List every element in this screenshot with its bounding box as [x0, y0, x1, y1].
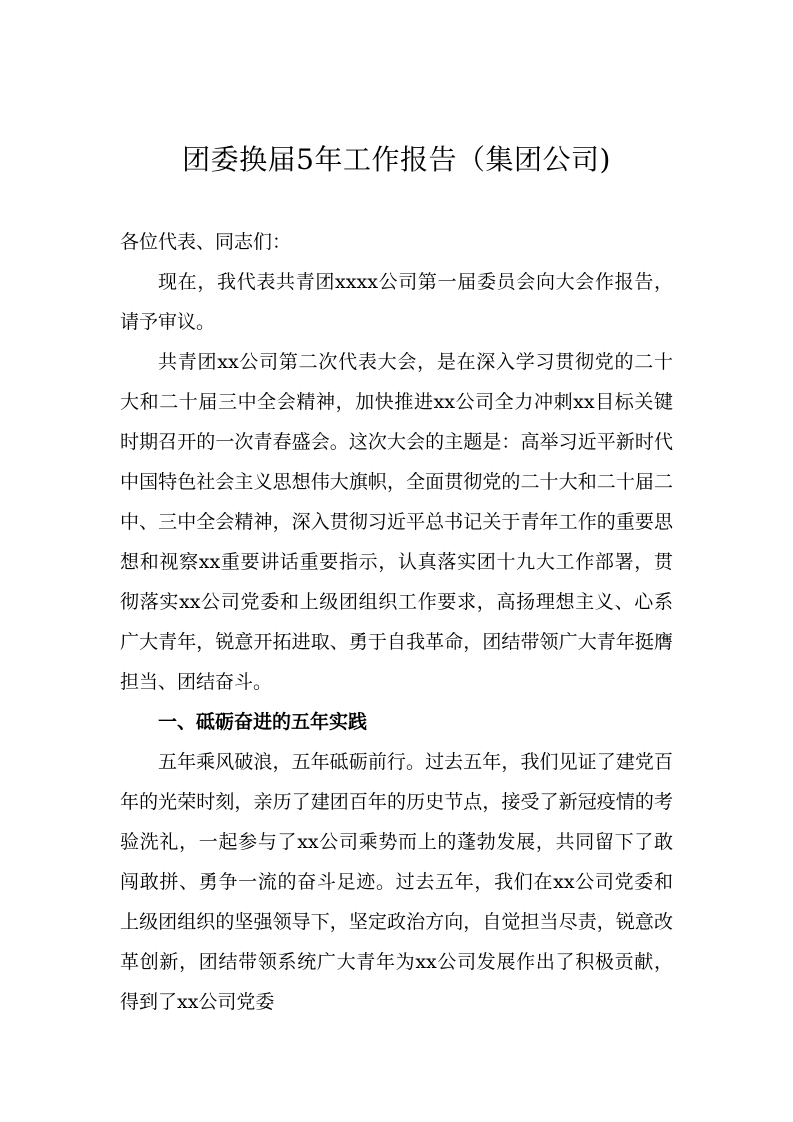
salutation: 各位代表、同志们：: [120, 231, 292, 253]
section-heading: 一、砥砺奋进的五年实践: [158, 711, 368, 733]
document-body: [120, 222, 673, 1022]
document-title: 团委换届5年工作报告（集团公司): [182, 143, 611, 176]
paragraph-intro: 现在，我代表共青团xxxx公司第一届委员会向大会作报告，请予审议。: [120, 271, 673, 333]
paragraph-section-one: 五年乘风破浪，五年砥砺前行。过去五年，我们见证了建党百年的光荣时刻，亲历了建团百年的历史节点，接受了新冠疫情的考验洗礼，一起参与了xx公司乘势而上的蓬勃发展，共同留下了敢闯敢拼、勇争一流的奋斗足迹。过去五年，我们在xx公司党委和上级团组织的坚强领导下，坚定政治方向，自觉担当尽责，锐意改革创新，团结带领系统广大青年为xx公司发展作出了积极贡献，得到了xx公司党委: [120, 751, 673, 1013]
paragraph-theme: 共青团xx公司第二次代表大会，是在深入学习贯彻党的二十大和二十届三中全会精神，加快推进xx公司全力冲刺xx目标关键时期召开的一次青春盛会。这次大会的主题是：高举习近平新时代中国特色社会主义思想伟大旗帜，全面贯彻党的二十大和二十届二中、三中全会精神，深入贯彻习近平总书记关于青年工作的重要思想和视察xx重要讲话重要指示，认真落实团十九大工作部署，贯彻落实xx公司党委和上级团组织工作要求，高扬理想主义、心系广大青年，锐意开拓进取、勇于自我革命，团结带领广大青年挺膺担当、团结奋斗。: [120, 351, 673, 693]
